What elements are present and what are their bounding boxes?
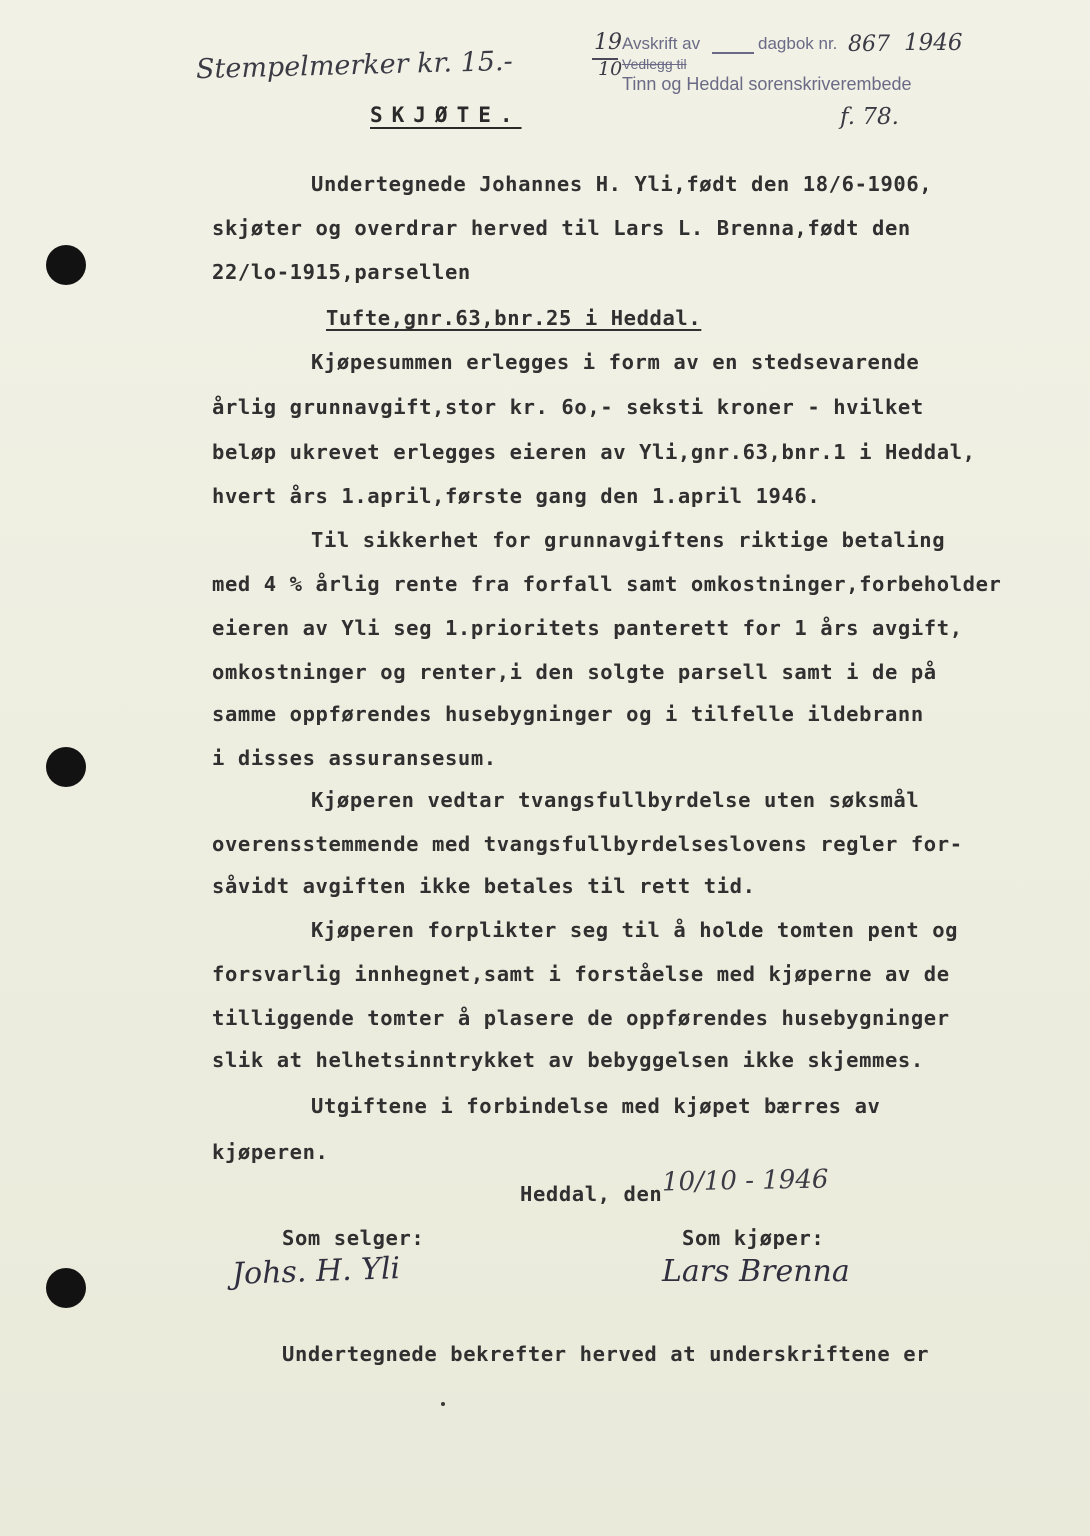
- margin-note: Stempelmerker kr. 15.-: [195, 45, 514, 86]
- body-line-18: Kjøperen forplikter seg til å holde tomten pent og: [311, 918, 959, 942]
- year: 1946: [904, 30, 963, 56]
- punch-hole-bottom: [46, 1268, 86, 1308]
- document-title: SKJØTE.: [370, 103, 522, 127]
- property-designation: Tufte,gnr.63,bnr.25 i Heddal.: [326, 306, 702, 330]
- body-line-2: skjøter og overdrar herved til Lars L. Brenna,født den: [212, 216, 911, 240]
- body-line-16: overensstemmende med tvangsfullbyrdelseslovens regler for-: [212, 832, 963, 856]
- closing-line: Undertegnede bekrefter herved at underskriftene er: [282, 1342, 930, 1366]
- body-line-14: i disses assuransesum.: [212, 746, 497, 770]
- seller-label: Som selger:: [282, 1226, 425, 1250]
- ink-dot: [441, 1402, 445, 1406]
- folio-number: f. 78.: [840, 104, 899, 130]
- body-line-10: med 4 % årlig rente fra forfall samt omkostninger,forbeholder: [212, 572, 1002, 596]
- dagbok-number: 867: [848, 32, 890, 57]
- punch-hole-middle: [46, 747, 86, 787]
- body-line-17: såvidt avgiften ikke betales til rett tid.: [212, 874, 756, 898]
- body-line-23: kjøperen.: [212, 1140, 329, 1164]
- body-line-11: eieren av Yli seg 1.prioritets panterett for 1 års avgift,: [212, 616, 963, 640]
- body-line-5: Kjøpesummen erlegges i form av en stedsevarende: [311, 350, 920, 374]
- stamp-line-2: Vedlegg til: [622, 56, 687, 72]
- body-line-21: slik at helhetsinntrykket av bebyggelsen ikke skjemmes.: [212, 1048, 924, 1072]
- buyer-signature: Lars Brenna: [662, 1254, 850, 1289]
- place-date-handwritten: 10/10 - 1946: [661, 1164, 829, 1198]
- place-date-label: Heddal, den: [520, 1182, 663, 1206]
- stamp-line-1b: dagbok nr.: [758, 34, 838, 53]
- body-line-12: omkostninger og renter,i den solgte parsell samt i de på: [212, 660, 937, 684]
- stamp-line-1: Avskrift av: [622, 34, 701, 53]
- punch-hole-top: [46, 245, 86, 285]
- body-line-13: samme oppførendes husebygninger og i tilfelle ildebrann: [212, 702, 924, 726]
- body-line-6: årlig grunnavgift,stor kr. 6o,- seksti kroner - hvilket: [212, 395, 924, 419]
- body-line-20: tilliggende tomter å plasere de oppførendes husebygninger: [212, 1006, 950, 1030]
- seller-signature: Johs. H. Yli: [231, 1251, 401, 1292]
- body-line-22: Utgiftene i forbindelse med kjøpet bærres av: [311, 1094, 881, 1118]
- body-line-15: Kjøperen vedtar tvangsfullbyrdelse uten søksmål: [311, 788, 920, 812]
- body-line-7: beløp ukrevet erlegges eieren av Yli,gnr.63,bnr.1 i Heddal,: [212, 440, 976, 464]
- day-fraction-bottom: 10: [598, 58, 623, 80]
- day-fraction-top: 19: [594, 30, 622, 55]
- buyer-label: Som kjøper:: [682, 1226, 825, 1250]
- body-line-3: 22/lo-1915,parsellen: [212, 260, 471, 284]
- stamp-line-3: Tinn og Heddal sorenskriverembede: [622, 74, 912, 94]
- body-line-8: hvert års 1.april,første gang den 1.april 1946.: [212, 484, 821, 508]
- body-line-19: forsvarlig innhegnet,samt i forståelse med kjøperne av de: [212, 962, 950, 986]
- stamp-line-1-underscore: [712, 52, 754, 54]
- body-line-9: Til sikkerhet for grunnavgiftens riktige betaling: [311, 528, 946, 552]
- body-line-1: Undertegnede Johannes H. Yli,født den 18/6-1906,: [311, 172, 933, 196]
